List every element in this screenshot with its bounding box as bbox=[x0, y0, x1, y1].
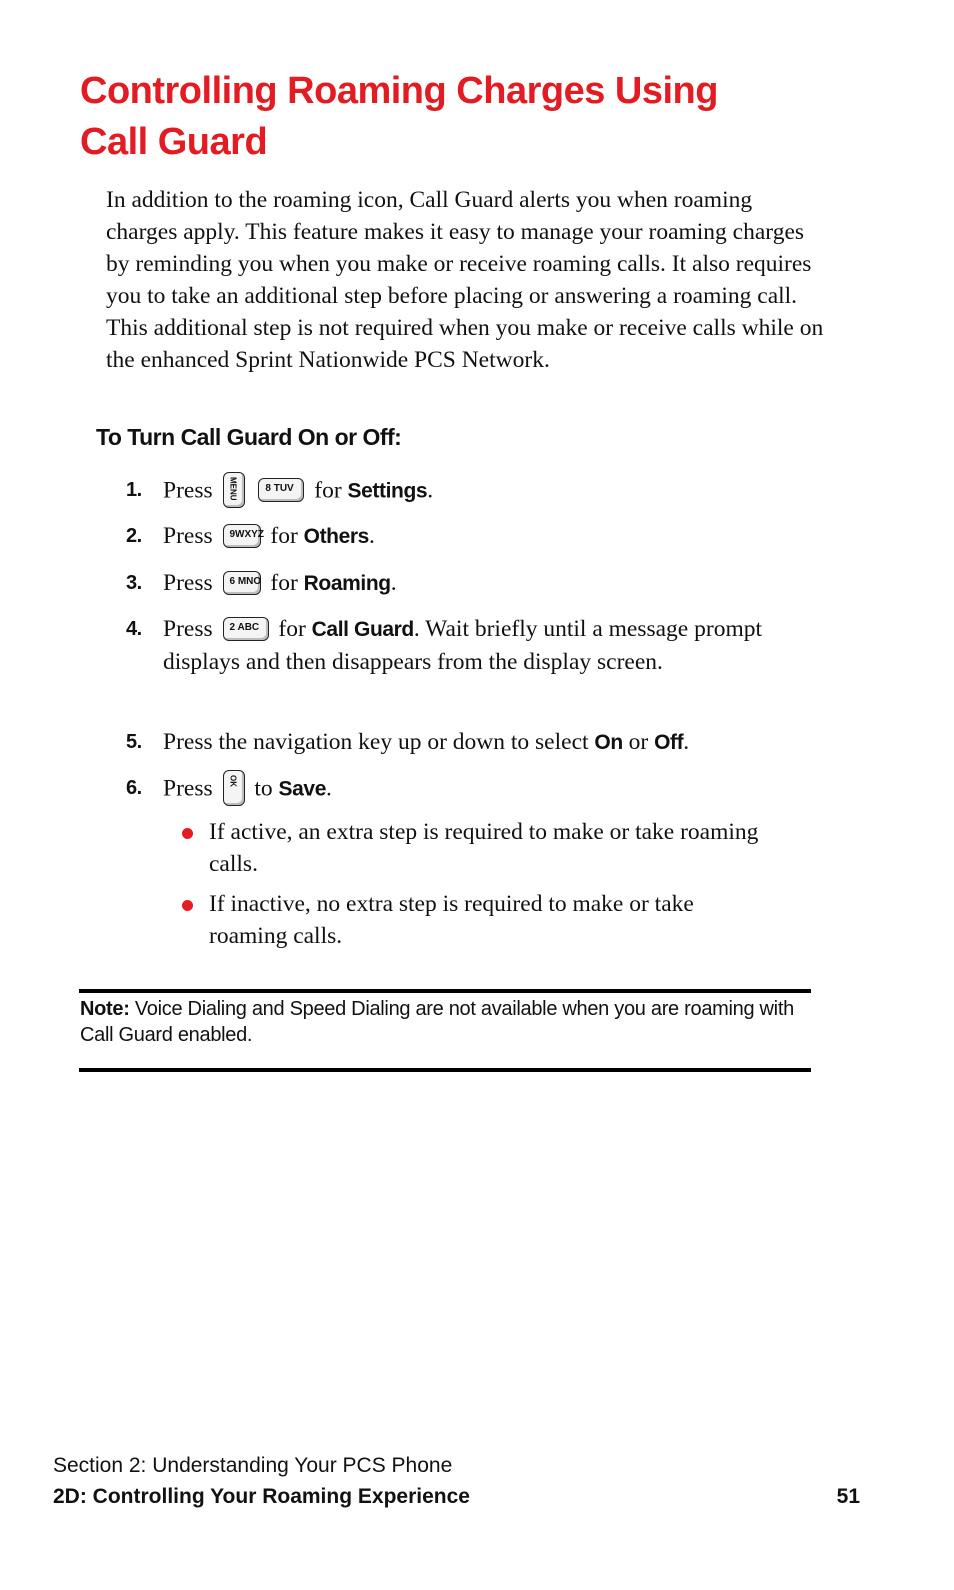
step-number: 5. bbox=[126, 731, 142, 753]
step-text: . bbox=[390, 570, 397, 596]
key-6-icon bbox=[223, 571, 261, 595]
step-text: Press the navigation key up or down to select bbox=[163, 729, 589, 755]
page-number: 51 bbox=[836, 1485, 860, 1508]
bullet-dot-icon bbox=[182, 900, 193, 911]
step-body bbox=[163, 474, 783, 510]
step-body bbox=[163, 520, 783, 553]
step-keyword: Others bbox=[303, 525, 369, 548]
key-8-icon bbox=[258, 478, 304, 502]
bullet-text: If active, an extra step is required to make or take roaming calls. bbox=[209, 819, 759, 877]
menu-key-icon bbox=[223, 472, 245, 508]
note-box bbox=[80, 996, 800, 1048]
step-text: Press bbox=[163, 523, 213, 549]
step-body bbox=[163, 772, 783, 808]
step-text: for bbox=[270, 523, 298, 549]
step-text: Press bbox=[163, 477, 213, 504]
bullet-dot-icon bbox=[182, 828, 193, 839]
key-2-label: 2 ABC bbox=[229, 621, 260, 633]
key-8-label: 8 TUV bbox=[265, 483, 294, 494]
step-text: to bbox=[254, 775, 273, 802]
step-text: for bbox=[314, 477, 342, 504]
key-2-icon bbox=[223, 617, 269, 641]
step-body bbox=[163, 613, 783, 679]
note-text: Voice Dialing and Speed Dialing are not available when you are roaming with Call Guard enabled. bbox=[80, 998, 794, 1046]
page-title-line-2: Call Guard bbox=[80, 121, 268, 163]
menu-key-label: MENU bbox=[228, 477, 238, 501]
step-number: 2. bbox=[126, 525, 142, 547]
step-text: or bbox=[628, 729, 649, 755]
step-number: 3. bbox=[126, 572, 142, 594]
step-text: for bbox=[270, 570, 298, 596]
step-text: . bbox=[427, 477, 434, 504]
step-text: . bbox=[368, 523, 375, 549]
step-text: Press bbox=[163, 570, 213, 596]
step-keyword: Call Guard bbox=[311, 618, 414, 641]
intro-paragraph: In addition to the roaming icon, Call Guard alerts you when roaming charges apply. This feature makes it easy to manage your roaming charges by reminding you when you make or receive roaming calls. It also requires you to take an additional step before placing or answering a roaming call. This additional step is not required when you make or receive calls while on the enhanced Sprint Nationwide PCS Network. bbox=[106, 187, 824, 373]
step-text: Press bbox=[163, 775, 213, 802]
step-keyword: Save bbox=[278, 777, 326, 801]
step-keyword: On bbox=[594, 731, 623, 754]
footer-chapter-title: 2D: Controlling Your Roaming Experience bbox=[53, 1485, 470, 1508]
step-text: . bbox=[683, 729, 690, 755]
step-keyword: Roaming bbox=[303, 572, 391, 595]
footer-section-title: Section 2: Understanding Your PCS Phone bbox=[53, 1454, 453, 1477]
step-body bbox=[163, 726, 783, 759]
note-label: Note: bbox=[80, 998, 130, 1020]
step-number: 1. bbox=[126, 479, 142, 501]
step-body bbox=[163, 567, 783, 600]
step-keyword: Off bbox=[654, 731, 684, 754]
step-text: for bbox=[278, 616, 306, 642]
page-title bbox=[80, 66, 800, 168]
key-9-label: 9WXYZ bbox=[229, 528, 264, 540]
note-top-rule bbox=[79, 989, 811, 993]
page-title-line-1: Controlling Roaming Charges Using bbox=[80, 70, 718, 112]
step-text: Press bbox=[163, 616, 213, 642]
key-6-label: 6 MNO bbox=[229, 575, 262, 587]
step-keyword: Settings bbox=[347, 479, 428, 503]
step-text: . Wait briefly until a message prompt displays and then disappears from the display screen. bbox=[163, 616, 762, 675]
note-bottom-rule bbox=[79, 1068, 811, 1072]
step-text: . bbox=[325, 775, 332, 802]
key-9-icon bbox=[223, 524, 264, 548]
procedure-heading: To Turn Call Guard On or Off: bbox=[96, 424, 402, 450]
ok-key-icon bbox=[223, 770, 245, 806]
step-number: 4. bbox=[126, 618, 142, 640]
step-number: 6. bbox=[126, 777, 142, 799]
ok-key-label: OK bbox=[228, 775, 238, 787]
bullet-text: If inactive, no extra step is required to make or take roaming calls. bbox=[209, 891, 694, 949]
